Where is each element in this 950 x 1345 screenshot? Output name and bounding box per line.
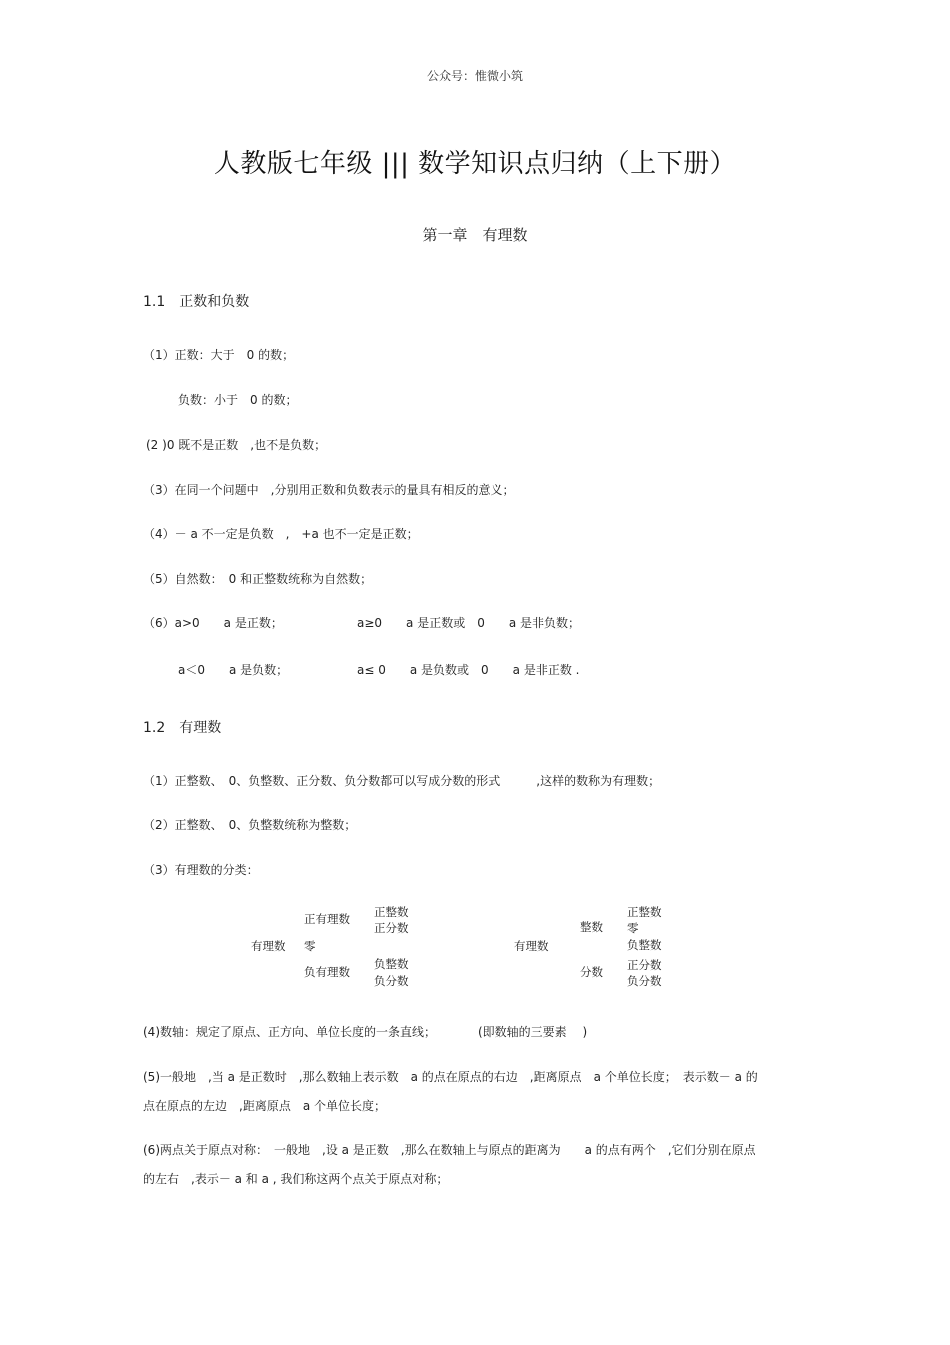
class-root: 有理数 — [251, 939, 286, 953]
list-item: （5）自然数： 0 和正整数统称为自然数； — [143, 572, 373, 586]
list-item: （1）正数：大于 0 的数； — [143, 348, 295, 362]
list-item: (4)数轴：规定了原点、正方向、单位长度的一条直线； (即数轴的三要素 ) — [143, 1025, 588, 1039]
class-node: 正有理数 — [304, 912, 350, 926]
list-item: a≥0 a 是正数或 0 a 是非负数； — [357, 616, 581, 630]
list-item: （1）正整数、 0、负整数、正分数、负分数都可以写成分数的形式 ,这样的数称为有理数； — [143, 774, 661, 788]
list-item: (2 )0 既不是正数 ,也不是负数； — [146, 438, 327, 452]
list-item: （4）－ a 不一定是负数 , +a 也不一定是正数； — [143, 527, 419, 541]
class-root: 有理数 — [514, 939, 549, 953]
class-leaf: 负分数 — [374, 974, 409, 988]
list-item: （3）有理数的分类： — [143, 863, 259, 877]
list-item: a≤ 0 a 是负数或 0 a 是非正数 . — [357, 663, 580, 677]
list-item: （3）在同一个问题中 ,分别用正数和负数表示的量具有相反的意义； — [143, 483, 515, 497]
list-item: 的左右 ,表示－ a 和 a , 我们称这两个点关于原点对称； — [143, 1172, 449, 1186]
list-item: （6）a>0 a 是正数； — [143, 616, 283, 630]
section-heading-1-1: 1.1 正数和负数 — [143, 294, 250, 310]
section-heading-1-2: 1.2 有理数 — [143, 720, 222, 736]
class-leaf: 正整数 — [374, 905, 409, 919]
class-leaf: 零 — [627, 921, 639, 935]
class-leaf: 负整数 — [627, 938, 662, 952]
list-item: (6)两点关于原点对称： 一般地 ,设 a 是正数 ,那么在数轴上与原点的距离为 a 的点有两个 ,它们分别在原点 — [143, 1143, 756, 1157]
class-leaf: 负分数 — [627, 974, 662, 988]
page-header: 公众号：惟微小筑 — [426, 69, 523, 83]
class-node: 负有理数 — [304, 965, 350, 979]
class-leaf: 正分数 — [374, 921, 409, 935]
class-node: 整数 — [580, 920, 603, 934]
page-title: 人教版七年级 ||| 数学知识点归纳（上下册） — [213, 149, 737, 179]
class-node: 分数 — [580, 965, 603, 979]
list-item: 点在原点的左边 ,距离原点 a 个单位长度； — [143, 1099, 386, 1113]
list-item: (5)一般地 ,当 a 是正数时 ,那么数轴上表示数 a 的点在原点的右边 ,距离原点 a 个单位长度； 表示数－ a 的 — [143, 1070, 758, 1084]
class-node: 零 — [304, 939, 316, 953]
list-item: 负数：小于 0 的数； — [178, 393, 298, 407]
list-item: a＜0 a 是负数； — [178, 663, 289, 677]
list-item: （2）正整数、 0、负整数统称为整数； — [143, 818, 357, 832]
class-leaf: 正整数 — [627, 905, 662, 919]
chapter-heading: 第一章 有理数 — [422, 226, 528, 244]
class-leaf: 负整数 — [374, 957, 409, 971]
class-leaf: 正分数 — [627, 958, 662, 972]
